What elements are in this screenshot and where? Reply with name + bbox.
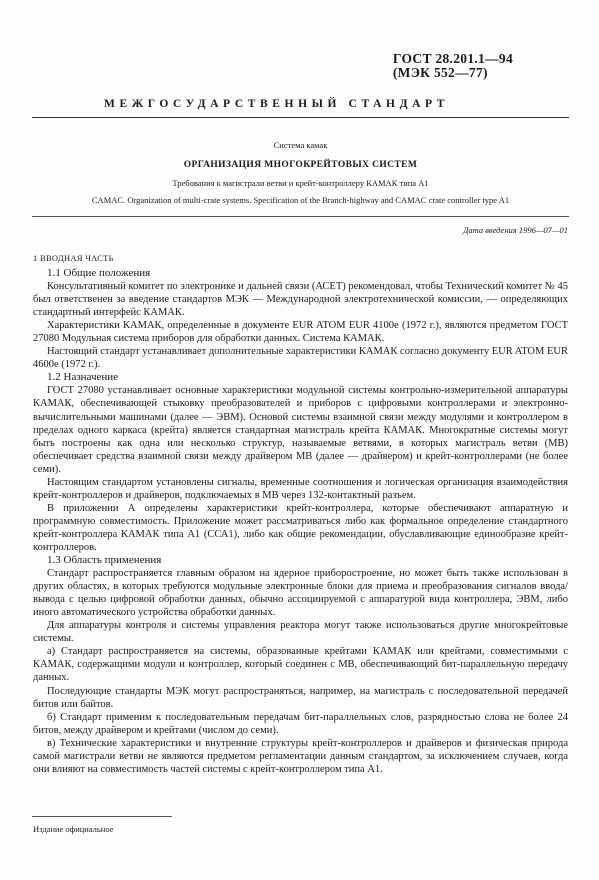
standard-code-line1: ГОСТ 28.201.1—94 [392,51,513,66]
title-rule [32,216,569,217]
english-title: CAMAC. Organization of multi-crate systems. Specification of the Branch-highway and CAMAC crate controller type A1 [91,195,510,205]
standard-code [393,52,513,80]
paragraph: В приложении А определены характеристики крейт-контроллера, которые обеспечивают аппаратную и программную совместимость. Приложение может рассматриваться либо как формальное определение стандартного крейт-контроллера КАМАК типа А1 (ССА1), либо как общие рекомендации, обуславливающие единообразие крейт-контроллеров. [33,502,568,553]
main-title: ОРГАНИЗАЦИЯ МНОГОКРЕЙТОВЫХ СИСТЕМ [183,160,418,170]
paragraph: в) Технические характеристики и внутренние структуры крейт-контроллеров и драйверов и физическая природа самой магистрали ветви не являются предметом регламентации данным стандартом, за исключением случаев, когда они влияют на совместимость частей системы с крейт-контроллером типа А1. [33,737,568,775]
requirements-title: Требования к магистрали ветви и крейт-контроллеру КАМАК типа А1 [172,178,429,188]
subsection-heading: 1.1 Общие положения [47,267,151,279]
footer-rule [32,816,172,817]
banner-rule [32,117,569,118]
paragraph: Характеристики КАМАК, определенные в документе EUR ATOM EUR 4100е (1972 г.), являются предметом ГОСТ 27080 Модульная система приборов для обработки данных. Система КАМАК. [33,320,568,345]
paragraph: Стандарт распространяется главным образом на ядерное приборостроение, но может быть также использован в других областях, в которых требуются модульные электронные блоки для приема и преобразования сигналов ввода/вывода с целью цифровой обработки данных, обычно ассоциируемой с аппаратурой вида контроллера, ЭВМ, либо иного автоматического устройства обработки данных. [33,568,568,619]
section-heading: 1 ВВОДНАЯ ЧАСТЬ [33,253,114,263]
paragraph: Настоящий стандарт устанавливает дополнительные характеристики КАМАК согласно документу EUR ATOM EUR 4600е (1972 г.). [33,346,568,371]
effective-date: Дата введения 1996—07—01 [462,225,568,235]
subsection-heading: 1.2 Назначение [47,371,119,384]
paragraph: Для аппаратуры контроля и системы управления реактора могут также использоваться другие многокрейтовые системы. [33,620,568,645]
paragraph: Последующие стандарты МЭК могут распространяться, например, на магистраль с последовательной передачей битов или байтов. [33,685,568,710]
edition-note: Издание официальное [33,824,114,834]
standard-banner: МЕЖГОСУДАРСТВЕННЫЙ СТАНДАРТ [104,98,450,110]
document-body [33,251,568,776]
standard-code-line2: (МЭК 552—77) [392,65,488,80]
paragraph: а) Стандарт распространяется на системы, образованные крейтами КАМАК или крейтами, совместимыми с КАМАК, содержащими модули и контроллер, который соединен с МВ, обеспечивающий бит-параллельную передачу данных. [33,646,568,684]
paragraph: Консультативный комитет по электронике и дальней связи (АСЕТ) рекомендовал, чтобы Технический комитет № 45 был ответственен за введение стандартов МЭК — Международной электротехнической комиссии, — определяющих стандартный интерфейс КАМАК. [33,281,568,319]
paragraph: Настоящим стандартом установлены сигналы, временные соотношения и логическая организация взаимодействия крейт-контроллеров и драйверов, подключаемых в МВ через 132-контактный разъем. [33,476,568,501]
paragraph: б) Стандарт применим к последовательным передачам бит-параллельных слов, разрядностью слова не более 24 битов, между драйвером и крейтами (числом до семи). [33,711,568,736]
subsection-heading: 1.3 Область применения [47,554,162,567]
system-title: Система камак [273,140,328,150]
paragraph: ГОСТ 27080 устанавливает основные характеристики модульной системы контрольно-измерительной аппаратуры КАМАК, обеспечивающей стыковку преобразователей и приборов с цифровыми контроллерами и электронно-вычислительными машинами (далее — ЭВМ). Основой системы взаимной связи между модулями и контроллером в пределах одного каркаса (крейта) является стандартная магистраль крейта КАМАК. Многократные системы могут быть построены как одна или несколько структур, называемые ветвями, в которых магистраль ветви (МВ) обеспечивает средства взаимной связи между драйвером МВ (далее — драйвером) и крейт-контроллерами (не более семи). [33,385,568,475]
